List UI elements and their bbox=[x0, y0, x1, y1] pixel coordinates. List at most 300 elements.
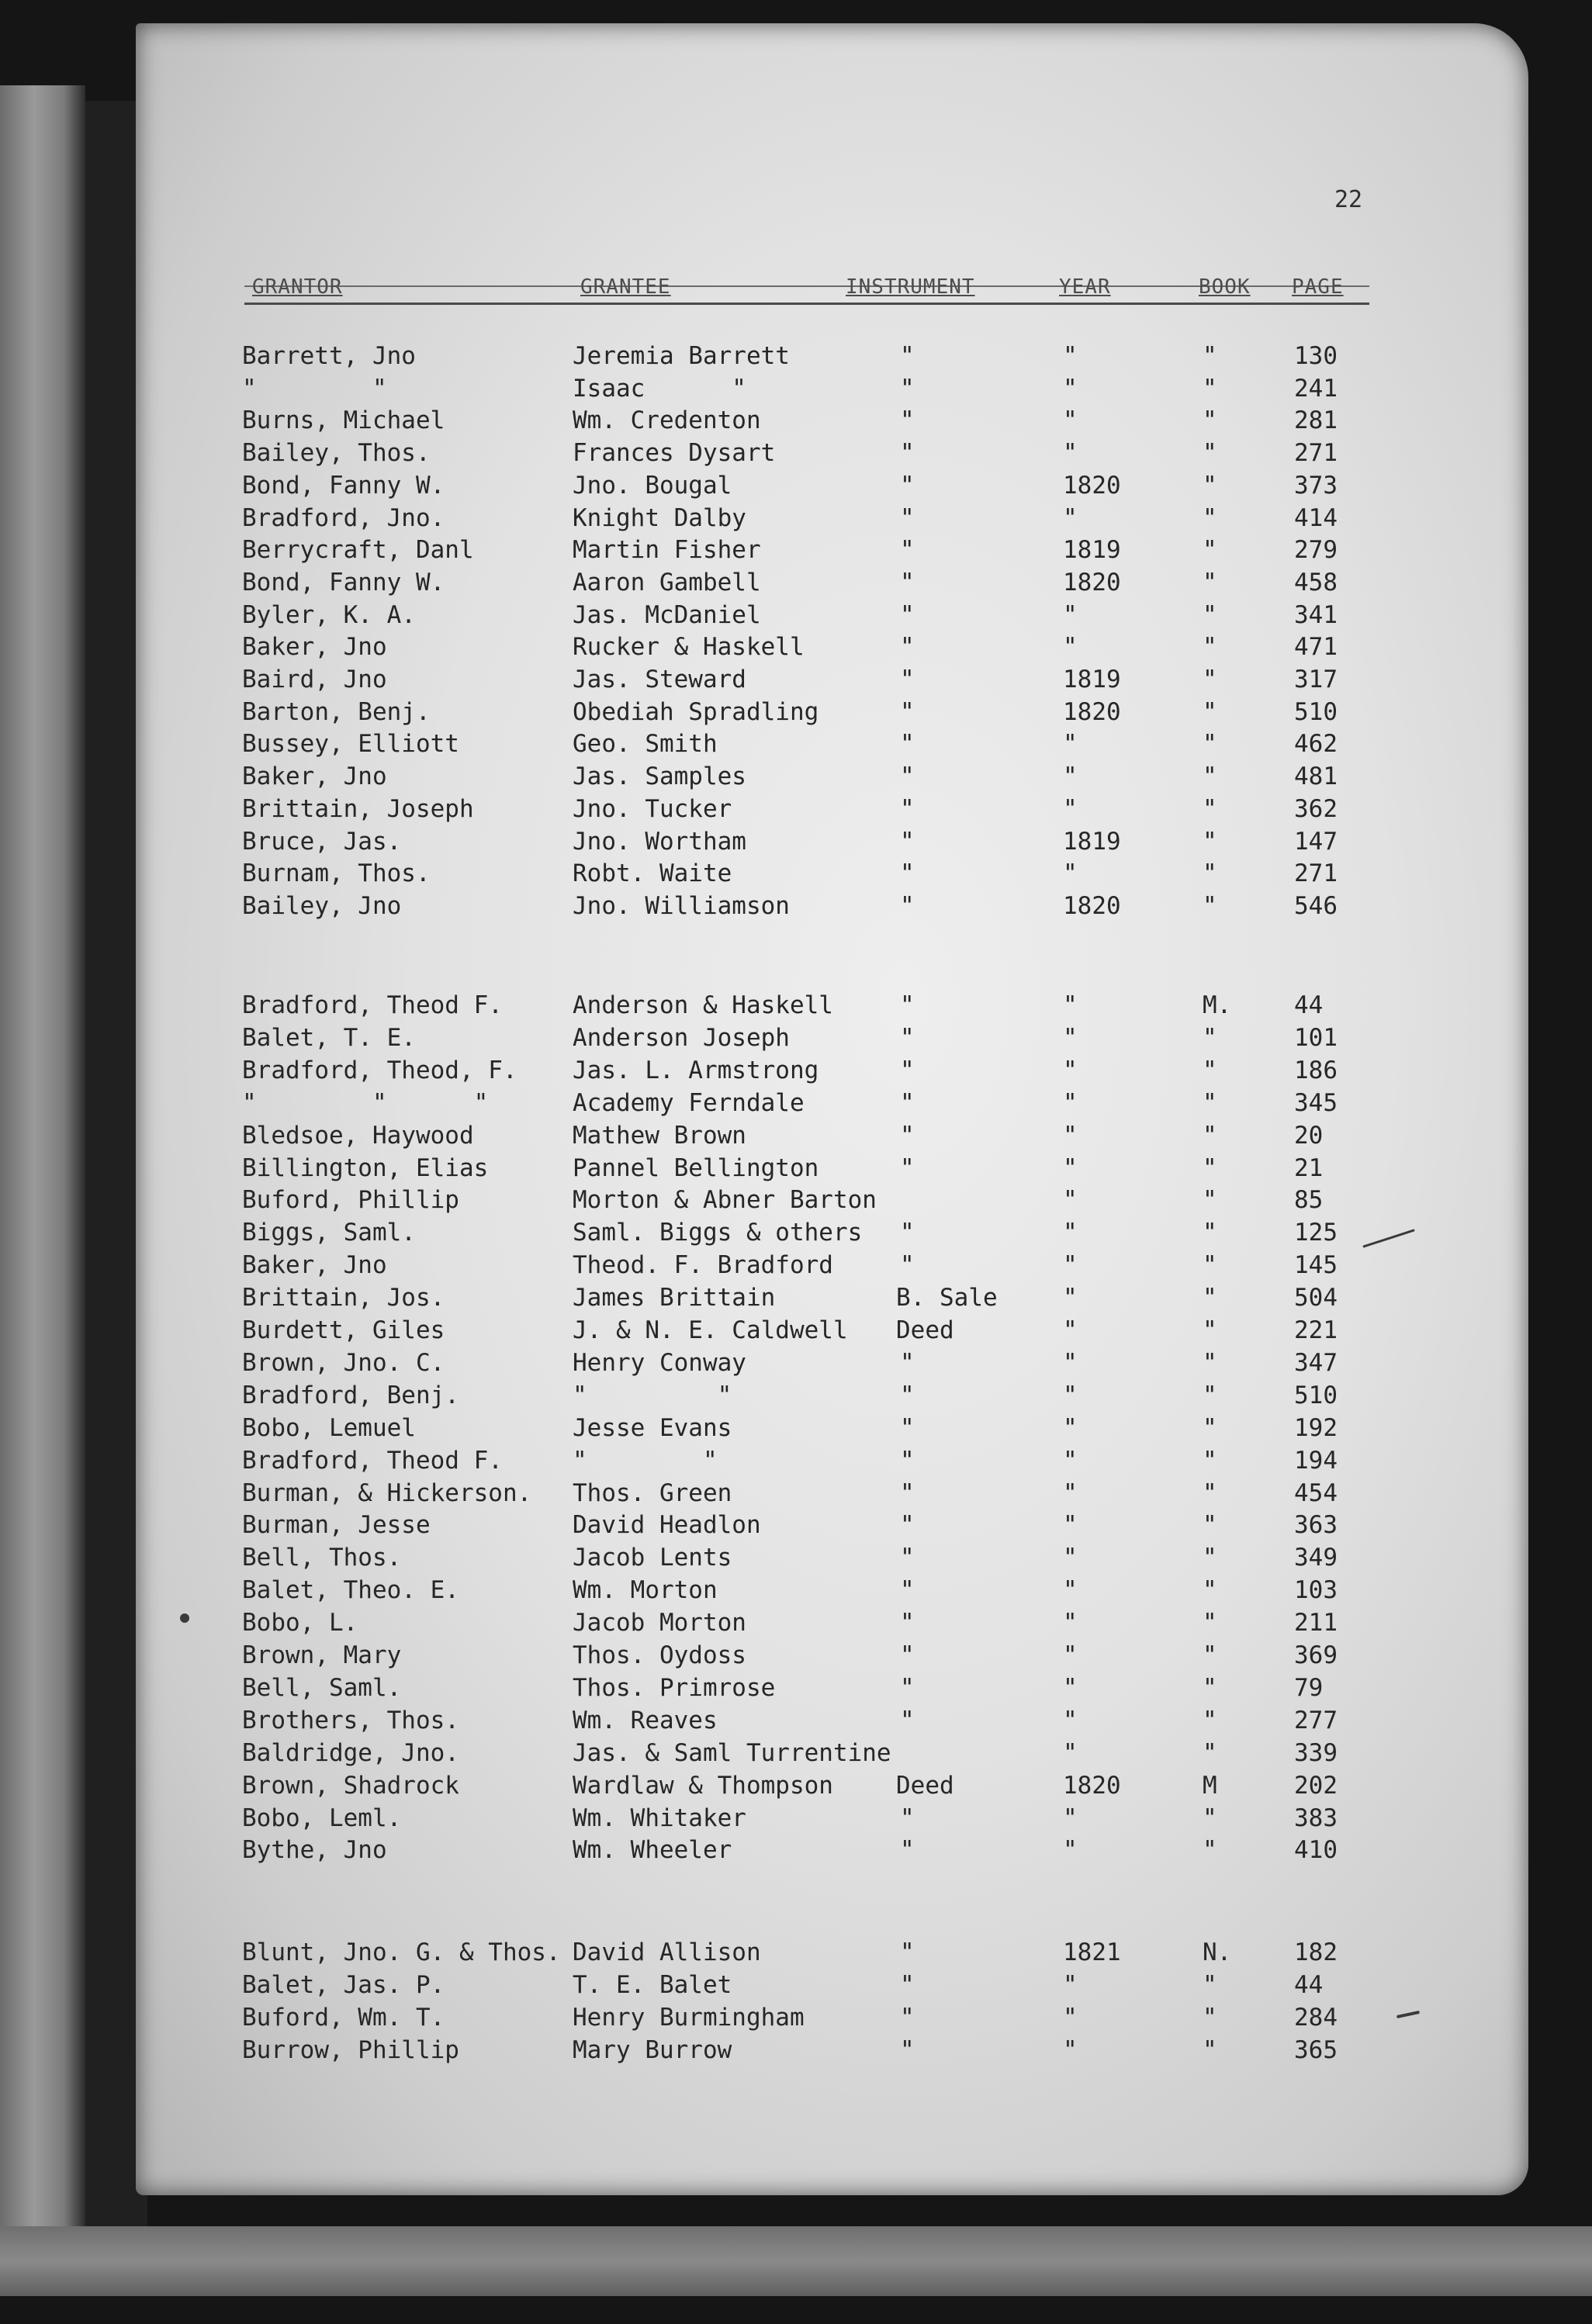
entry-book: " bbox=[1203, 439, 1217, 468]
entry-year: " bbox=[1063, 406, 1078, 435]
entry-year: 1820 bbox=[1063, 1771, 1121, 1800]
entry-year: " bbox=[1063, 1836, 1078, 1865]
entry-instrument: " bbox=[900, 1478, 915, 1507]
entry-grantor: Brothers, Thos. bbox=[242, 1706, 459, 1734]
entry-grantor: Brown, Jno. C. bbox=[242, 1348, 445, 1377]
entry-grantor: Bythe, Jno bbox=[242, 1836, 387, 1865]
entry-instrument: " bbox=[900, 794, 915, 823]
table-row bbox=[0, 1314, 1592, 1347]
entry-year: 1820 bbox=[1063, 891, 1121, 920]
table-row bbox=[0, 1936, 1592, 1969]
entry-year: " bbox=[1063, 1673, 1078, 1702]
entry-page: 101 bbox=[1294, 1023, 1338, 1052]
table-row bbox=[0, 1509, 1592, 1541]
entry-page: 125 bbox=[1294, 1219, 1338, 1247]
entry-grantee: Aaron Gambell bbox=[573, 568, 761, 597]
entry-grantee: Henry Conway bbox=[573, 1348, 746, 1377]
entry-grantee: J. & N. E. Caldwell bbox=[573, 1316, 848, 1344]
entry-year: " bbox=[1063, 991, 1078, 1019]
entry-grantor: Bruce, Jas. bbox=[242, 827, 402, 856]
entry-year: " bbox=[1063, 1641, 1078, 1669]
entry-grantor: Biggs, Saml. bbox=[242, 1219, 416, 1247]
entry-instrument: " bbox=[900, 1251, 915, 1280]
entry-grantee: Anderson & Haskell bbox=[573, 991, 833, 1019]
entry-year: 1819 bbox=[1063, 666, 1121, 693]
entry-year: " bbox=[1063, 1219, 1078, 1247]
entry-page: 362 bbox=[1294, 794, 1338, 823]
entry-instrument: " bbox=[900, 1153, 915, 1182]
header-book: BOOK bbox=[1199, 275, 1251, 299]
table-row bbox=[0, 1087, 1592, 1119]
entry-grantee: Jas. L. Armstrong bbox=[573, 1056, 819, 1084]
table-row bbox=[0, 1477, 1592, 1510]
table-row bbox=[0, 1574, 1592, 1606]
entry-book: " bbox=[1203, 536, 1217, 565]
entry-grantor: Bradford, Theod, F. bbox=[242, 1056, 517, 1084]
entry-book: " bbox=[1203, 374, 1217, 403]
table-row bbox=[0, 1184, 1592, 1216]
entry-page: 277 bbox=[1294, 1706, 1338, 1734]
entry-grantor: Burman, & Hickerson. bbox=[242, 1478, 532, 1507]
table-row bbox=[0, 728, 1592, 760]
entry-instrument: " bbox=[900, 1971, 915, 1999]
entry-grantor: Balet, Theo. E. bbox=[242, 1576, 459, 1605]
entry-grantor: Burdett, Giles bbox=[242, 1316, 445, 1344]
entry-year: " bbox=[1063, 342, 1078, 370]
entry-grantor: Bond, Fanny W. bbox=[242, 471, 445, 500]
entry-page: 373 bbox=[1294, 471, 1338, 500]
entry-instrument: " bbox=[900, 1023, 915, 1052]
table-row bbox=[0, 1249, 1592, 1281]
entry-page: 471 bbox=[1294, 633, 1338, 662]
entry-book: " bbox=[1203, 666, 1217, 693]
entry-year: " bbox=[1063, 763, 1078, 791]
entry-grantor: Bailey, Jno bbox=[242, 891, 402, 920]
entry-year: " bbox=[1063, 2036, 1078, 2064]
entry-grantor: Byler, K. A. bbox=[242, 600, 416, 629]
entry-grantee: Jas. Steward bbox=[573, 666, 746, 693]
entry-page: 194 bbox=[1294, 1446, 1338, 1475]
entry-grantee: Mathew Brown bbox=[573, 1121, 746, 1150]
entry-page: 349 bbox=[1294, 1544, 1338, 1572]
entry-book: " bbox=[1203, 1576, 1217, 1605]
entry-page: 510 bbox=[1294, 1381, 1338, 1409]
entry-book: " bbox=[1203, 730, 1217, 759]
entry-book: " bbox=[1203, 2036, 1217, 2064]
entry-year: " bbox=[1063, 730, 1078, 759]
table-row bbox=[0, 1152, 1592, 1184]
entry-grantee: Frances Dysart bbox=[573, 439, 776, 468]
entry-instrument: " bbox=[900, 991, 915, 1019]
entry-book: " bbox=[1203, 1971, 1217, 1999]
entry-book: " bbox=[1203, 1641, 1217, 1669]
entry-year: " bbox=[1063, 1609, 1078, 1638]
entry-grantor: Burman, Jesse bbox=[242, 1511, 431, 1540]
entry-grantee: Anderson Joseph bbox=[573, 1023, 790, 1052]
entry-year: " bbox=[1063, 1738, 1078, 1767]
table-row bbox=[0, 534, 1592, 566]
entry-grantee: Jas. & Saml Turrentine bbox=[573, 1738, 891, 1767]
entry-grantor: Barrett, Jno bbox=[242, 342, 416, 370]
entry-book: M bbox=[1203, 1771, 1217, 1800]
table-row bbox=[0, 1639, 1592, 1672]
entry-year: " bbox=[1063, 1316, 1078, 1344]
entry-grantee: Obediah Spradling bbox=[573, 697, 819, 726]
entry-book: " bbox=[1203, 1186, 1217, 1215]
entry-instrument: B. Sale bbox=[896, 1284, 998, 1312]
entry-instrument: " bbox=[900, 2004, 915, 2032]
entry-page: 481 bbox=[1294, 763, 1338, 791]
entry-grantee: Knight Dalby bbox=[573, 503, 746, 532]
table-row bbox=[0, 1379, 1592, 1412]
entry-year: " bbox=[1063, 439, 1078, 468]
entry-book: " bbox=[1203, 1804, 1217, 1832]
entry-book: " bbox=[1203, 600, 1217, 629]
entry-grantee: Geo. Smith bbox=[573, 730, 718, 759]
entry-grantor: Berrycraft, Danl bbox=[242, 536, 474, 565]
entry-book: " bbox=[1203, 1088, 1217, 1117]
entry-year: " bbox=[1063, 633, 1078, 662]
entry-instrument: " bbox=[900, 600, 915, 629]
entry-book: " bbox=[1203, 1219, 1217, 1247]
entry-year: " bbox=[1063, 1971, 1078, 1999]
entry-grantee: Jno. Tucker bbox=[573, 794, 732, 823]
entry-book: " bbox=[1203, 1316, 1217, 1344]
table-row bbox=[0, 631, 1592, 663]
entry-grantor: Bailey, Thos. bbox=[242, 439, 431, 468]
entry-book: " bbox=[1203, 1544, 1217, 1572]
table-row bbox=[0, 1444, 1592, 1477]
entry-page: 130 bbox=[1294, 342, 1338, 370]
header-page: PAGE bbox=[1292, 275, 1344, 299]
table-row bbox=[0, 469, 1592, 502]
entry-grantee: Thos. Oydoss bbox=[573, 1641, 746, 1669]
entry-grantor: Bradford, Theod F. bbox=[242, 1446, 503, 1475]
entry-year: " bbox=[1063, 374, 1078, 403]
entry-page: 504 bbox=[1294, 1284, 1338, 1312]
entry-year: 1820 bbox=[1063, 697, 1121, 726]
entry-instrument: " bbox=[900, 633, 915, 662]
entry-book: " bbox=[1203, 1251, 1217, 1280]
entry-page: 317 bbox=[1294, 666, 1338, 693]
entry-grantee: Jno. Bougal bbox=[573, 471, 732, 500]
entry-year: " bbox=[1063, 1413, 1078, 1442]
entry-page: 211 bbox=[1294, 1609, 1338, 1638]
entry-grantor: Baker, Jno bbox=[242, 633, 387, 662]
entry-instrument: " bbox=[900, 439, 915, 468]
table-row bbox=[0, 2001, 1592, 2034]
entry-grantor: Buford, Phillip bbox=[242, 1186, 459, 1215]
entry-year: " bbox=[1063, 794, 1078, 823]
entry-instrument: " bbox=[900, 2036, 915, 2064]
table-row bbox=[0, 1606, 1592, 1639]
entry-page: 44 bbox=[1294, 991, 1324, 1019]
entry-year: 1820 bbox=[1063, 568, 1121, 597]
entry-grantor: Bradford, Benj. bbox=[242, 1381, 459, 1409]
entry-instrument: " bbox=[900, 1088, 915, 1117]
entry-grantor: Balet, T. E. bbox=[242, 1023, 416, 1052]
entry-book: " bbox=[1203, 763, 1217, 791]
entry-page: 365 bbox=[1294, 2036, 1338, 2064]
entry-instrument: " bbox=[900, 1446, 915, 1475]
entry-page: 103 bbox=[1294, 1576, 1338, 1605]
entry-grantee: Theod. F. Bradford bbox=[573, 1251, 833, 1280]
entry-grantor: Brittain, Jos. bbox=[242, 1284, 445, 1312]
table-row bbox=[0, 502, 1592, 534]
entry-page: 20 bbox=[1294, 1121, 1324, 1150]
entry-grantor: Bell, Saml. bbox=[242, 1673, 402, 1702]
entry-grantor: Burns, Michael bbox=[242, 406, 445, 435]
table-row bbox=[0, 1216, 1592, 1249]
header-year: YEAR bbox=[1059, 275, 1111, 299]
entry-book: " bbox=[1203, 697, 1217, 726]
entry-year: " bbox=[1063, 1381, 1078, 1409]
entry-year: " bbox=[1063, 1023, 1078, 1052]
entry-year: 1819 bbox=[1063, 827, 1121, 856]
entry-instrument: " bbox=[900, 471, 915, 500]
entry-book: " bbox=[1203, 1284, 1217, 1312]
entry-instrument: " bbox=[900, 1511, 915, 1540]
entry-instrument: Deed bbox=[896, 1771, 954, 1800]
entry-instrument: " bbox=[900, 503, 915, 532]
entry-grantor: Bledsoe, Haywood bbox=[242, 1121, 474, 1150]
entry-page: 347 bbox=[1294, 1348, 1338, 1377]
entry-page: 414 bbox=[1294, 503, 1338, 532]
entry-book: " bbox=[1203, 1023, 1217, 1052]
table-row bbox=[0, 1022, 1592, 1054]
table-row bbox=[0, 340, 1592, 372]
entry-grantor: Bobo, Lemuel bbox=[242, 1413, 416, 1442]
entry-page: 44 bbox=[1294, 1971, 1324, 1999]
entry-grantor: Baldridge, Jno. bbox=[242, 1738, 459, 1767]
entry-book: " bbox=[1203, 633, 1217, 662]
entry-year: " bbox=[1063, 859, 1078, 888]
table-row bbox=[0, 890, 1592, 922]
entry-book: " bbox=[1203, 1673, 1217, 1702]
entry-instrument: " bbox=[900, 763, 915, 791]
entry-grantor: Burrow, Phillip bbox=[242, 2036, 459, 2064]
entry-grantee: Jno. Wortham bbox=[573, 827, 746, 856]
entry-instrument: " bbox=[900, 406, 915, 435]
entry-instrument: " bbox=[900, 666, 915, 693]
entry-grantee: Jeremia Barrett bbox=[573, 342, 790, 370]
entry-page: 510 bbox=[1294, 697, 1338, 726]
table-row bbox=[0, 1802, 1592, 1835]
entry-book: " bbox=[1203, 891, 1217, 920]
entry-page: 145 bbox=[1294, 1251, 1338, 1280]
entry-year: " bbox=[1063, 1544, 1078, 1572]
entry-page: 271 bbox=[1294, 439, 1338, 468]
entry-grantee: Mary Burrow bbox=[573, 2036, 732, 2064]
table-row bbox=[0, 793, 1592, 825]
entry-grantee: Wm. Morton bbox=[573, 1576, 718, 1605]
entry-instrument: " bbox=[900, 1348, 915, 1377]
entry-page: 546 bbox=[1294, 891, 1338, 920]
entry-year: " bbox=[1063, 503, 1078, 532]
entry-year: " bbox=[1063, 2004, 1078, 2032]
entry-grantee: Rucker & Haskell bbox=[573, 633, 805, 662]
entry-grantee: Jno. Williamson bbox=[573, 891, 790, 920]
entry-grantor: Brown, Mary bbox=[242, 1641, 402, 1669]
entry-year: " bbox=[1063, 1576, 1078, 1605]
table-row bbox=[0, 1672, 1592, 1704]
entry-instrument: " bbox=[900, 1219, 915, 1247]
entry-grantee: Jas. Samples bbox=[573, 763, 746, 791]
entry-book: " bbox=[1203, 1413, 1217, 1442]
entry-year: " bbox=[1063, 1348, 1078, 1377]
table-row bbox=[0, 566, 1592, 599]
entry-instrument: " bbox=[900, 1609, 915, 1638]
entry-instrument: " bbox=[900, 568, 915, 597]
entry-page: 363 bbox=[1294, 1511, 1338, 1540]
entry-grantee: Robt. Waite bbox=[573, 859, 732, 888]
entry-page: 341 bbox=[1294, 600, 1338, 629]
entry-year: " bbox=[1063, 1511, 1078, 1540]
entry-year: " bbox=[1063, 1056, 1078, 1084]
entry-instrument: " bbox=[900, 1413, 915, 1442]
entry-instrument: " bbox=[900, 697, 915, 726]
entry-book: " bbox=[1203, 471, 1217, 500]
entry-year: " bbox=[1063, 1153, 1078, 1182]
entry-year: " bbox=[1063, 1284, 1078, 1312]
entry-page: 369 bbox=[1294, 1641, 1338, 1669]
entry-page: 186 bbox=[1294, 1056, 1338, 1084]
entry-grantee: James Brittain bbox=[573, 1284, 776, 1312]
entry-instrument: " bbox=[900, 1121, 915, 1150]
entry-year: " bbox=[1063, 1186, 1078, 1215]
entry-page: 345 bbox=[1294, 1088, 1338, 1117]
entry-grantor: Bond, Fanny W. bbox=[242, 568, 445, 597]
entry-year: " bbox=[1063, 1121, 1078, 1150]
table-row bbox=[0, 989, 1592, 1022]
entry-instrument: " bbox=[900, 536, 915, 565]
entry-book: " bbox=[1203, 1446, 1217, 1475]
entry-book: M. bbox=[1203, 991, 1232, 1019]
entry-grantor: Bell, Thos. bbox=[242, 1544, 402, 1572]
table-row bbox=[0, 599, 1592, 631]
entry-grantee: Thos. Green bbox=[573, 1478, 732, 1507]
entry-year: 1819 bbox=[1063, 536, 1121, 565]
entry-book: " bbox=[1203, 1706, 1217, 1734]
entry-grantor: Balet, Jas. P. bbox=[242, 1971, 445, 1999]
entry-year: " bbox=[1063, 1706, 1078, 1734]
ink-mark bbox=[180, 1613, 189, 1623]
entry-grantee: " " bbox=[573, 1446, 718, 1475]
entry-grantee: Jesse Evans bbox=[573, 1413, 732, 1442]
table-row bbox=[0, 1412, 1592, 1444]
entry-book: " bbox=[1203, 503, 1217, 532]
entry-page: 147 bbox=[1294, 827, 1338, 856]
entry-grantee: Henry Burmingham bbox=[573, 2004, 805, 2032]
entry-page: 21 bbox=[1294, 1153, 1324, 1182]
table-row bbox=[0, 857, 1592, 890]
table-row bbox=[0, 437, 1592, 469]
entry-grantor: Bradford, Theod F. bbox=[242, 991, 503, 1019]
entry-grantor: Billington, Elias bbox=[242, 1153, 489, 1182]
table-row bbox=[0, 1119, 1592, 1152]
entry-instrument: " bbox=[900, 730, 915, 759]
table-row bbox=[0, 696, 1592, 728]
entry-instrument: " bbox=[900, 1938, 915, 1966]
header-instrument: INSTRUMENT bbox=[846, 275, 975, 299]
entry-book: " bbox=[1203, 827, 1217, 856]
entry-instrument: " bbox=[900, 1576, 915, 1605]
table-row bbox=[0, 2034, 1592, 2066]
entry-instrument: " bbox=[900, 374, 915, 403]
entry-page: 410 bbox=[1294, 1836, 1338, 1865]
entry-book: " bbox=[1203, 1381, 1217, 1409]
entry-grantor: Bradford, Jno. bbox=[242, 503, 445, 532]
header-grantor: GRANTOR bbox=[252, 275, 343, 299]
entry-page: 241 bbox=[1294, 374, 1338, 403]
entry-grantee: T. E. Balet bbox=[573, 1971, 732, 1999]
entry-instrument: " bbox=[900, 1836, 915, 1865]
entry-grantor: Blunt, Jno. G. & Thos. bbox=[242, 1938, 561, 1966]
entry-grantee: Wm. Wheeler bbox=[573, 1836, 732, 1865]
entry-book: " bbox=[1203, 1348, 1217, 1377]
entry-grantee: Jacob Lents bbox=[573, 1544, 732, 1572]
entry-page: 458 bbox=[1294, 568, 1338, 597]
entry-grantee: Wm. Reaves bbox=[573, 1706, 718, 1734]
entry-grantor: Bobo, Leml. bbox=[242, 1804, 402, 1832]
entry-grantee: Thos. Primrose bbox=[573, 1673, 776, 1702]
table-row bbox=[0, 1704, 1592, 1737]
table-row bbox=[0, 1281, 1592, 1314]
entry-instrument: " bbox=[900, 342, 915, 370]
entry-grantee: " " bbox=[573, 1381, 732, 1409]
table-row bbox=[0, 760, 1592, 793]
entry-grantee: Morton & Abner Barton bbox=[573, 1186, 877, 1215]
entry-year: " bbox=[1063, 600, 1078, 629]
entry-page: 79 bbox=[1294, 1673, 1324, 1702]
entry-grantee: Wardlaw & Thompson bbox=[573, 1771, 833, 1800]
entry-instrument: " bbox=[900, 1673, 915, 1702]
entry-grantee: Wm. Credenton bbox=[573, 406, 761, 435]
entry-page: 284 bbox=[1294, 2004, 1338, 2032]
entry-grantor: Bussey, Elliott bbox=[242, 730, 459, 759]
entry-page: 279 bbox=[1294, 536, 1338, 565]
entry-page: 221 bbox=[1294, 1316, 1338, 1344]
entry-grantor: Burnam, Thos. bbox=[242, 859, 431, 888]
table-row bbox=[0, 663, 1592, 696]
entry-grantee: Isaac " bbox=[573, 374, 746, 403]
entry-instrument: Deed bbox=[896, 1316, 954, 1344]
entry-page: 202 bbox=[1294, 1771, 1338, 1800]
entry-year: " bbox=[1063, 1088, 1078, 1117]
entry-year: 1820 bbox=[1063, 471, 1121, 500]
entry-book: " bbox=[1203, 406, 1217, 435]
entry-grantee: David Headlon bbox=[573, 1511, 761, 1540]
entry-grantor: Baird, Jno bbox=[242, 666, 387, 693]
entry-year: " bbox=[1063, 1478, 1078, 1507]
table-row bbox=[0, 1834, 1592, 1866]
entry-grantor: Baker, Jno bbox=[242, 763, 387, 791]
entry-grantee: David Allison bbox=[573, 1938, 761, 1966]
table-row bbox=[0, 1769, 1592, 1802]
table-row bbox=[0, 1347, 1592, 1379]
table-row bbox=[0, 1737, 1592, 1769]
entry-grantee: Academy Ferndale bbox=[573, 1088, 805, 1117]
entry-grantee: Martin Fisher bbox=[573, 536, 761, 565]
entry-page: 462 bbox=[1294, 730, 1338, 759]
entry-page: 192 bbox=[1294, 1413, 1338, 1442]
entry-grantor: " " bbox=[242, 374, 387, 403]
entry-instrument: " bbox=[900, 1381, 915, 1409]
table-row bbox=[0, 372, 1592, 405]
entry-page: 281 bbox=[1294, 406, 1338, 435]
entry-grantee: Jas. McDaniel bbox=[573, 600, 761, 629]
entry-page: 271 bbox=[1294, 859, 1338, 888]
